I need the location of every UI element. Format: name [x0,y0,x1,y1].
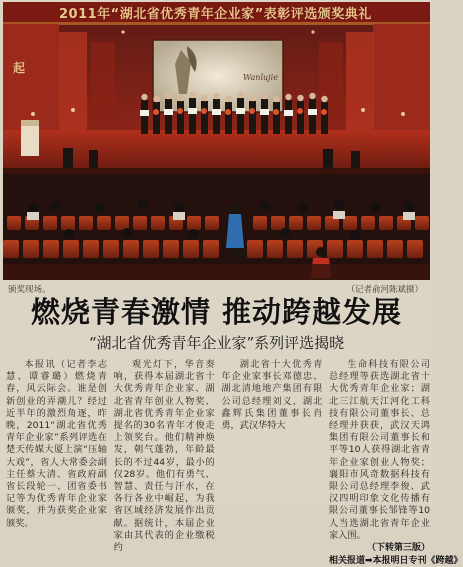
article-paragraph: 本报讯（记者李志慧、谭睿璐）燃烧青春，风云际会。谁是创新创业的弄潮儿？经过近半年的激烈角逐，昨晚，2011“湖北省优秀青年企业家”系列评选在楚天传媒大厦上演“压轴大戏”，省人大常委会副主任蔡大清、省政府副省长段轮一、团省委书记等为优秀青年企业家颁奖，并为获奖企业家颁奖。 [6,359,107,529]
photo-banner-text: 2011年“湖北省优秀青年企业家”表彰评选颁奖典礼 [59,7,372,22]
ceremony-photo [3,2,430,280]
article-body [6,359,463,567]
svg-text:Wanlujie: Wanlujie [243,73,278,82]
photo-caption: 颁奖现场。 [8,285,51,295]
article-column-1 [6,359,107,529]
article-column-4 [328,359,463,567]
continued-note: （下转第三版） [366,543,430,554]
article-headline: 燃烧青春激情 推动跨越发展 [30,295,403,329]
article-paragraph: 观光灯下，华音奏响，获得本届湖北省十大优秀青年企业家、湖北省青年创业人物奖、湖北省优秀青年企业家提名的30名青年才俊走上领奖台。他们精神焕发，朝气蓬勃，年龄最长的不过44岁，最小的仅28岁。他们有勇气、智慧、责任与汗水，在各行各业中崛起，为我省区域经济发展作出贡献。据统计，本届企业家由其代表的企业缴税约 [113,359,215,554]
article-column-2 [113,359,215,554]
related-report-link[interactable]: 相关报道➡本报明日专刊《跨越》 [328,556,463,567]
article-paragraph: 湖北省十大优秀青年企业家事长邓德忠、湖北清地地产集团有限公司总经理刘义，湖北鑫辉氏集团董事长肖勇，武汉华特大 [221,359,323,432]
svg-text:起: 起 [13,61,26,75]
ceremony-photo-graphic [3,2,430,280]
photo-credit: （记者俞河陈斌摄） [346,285,423,295]
article-paragraph: 生命科技有限公司总经理等获选湖北省十大优秀青年企业家；湖北三江航天江河化工科技有限公司董事长、总经理并获获，武汉天鸿集团有限公司董事长和平等10人获得湖北省青年企业家创业人物奖；襄阳市风奇数据科技有限公司总经理李俊、武汉四明印象文化传播有限公司董事长邹锋等10人当选湖北省青年企业家入围。 [328,359,430,541]
article-column-3 [221,359,322,501]
article-subhead: “湖北省优秀青年企业家”系列评选揭晓 [88,334,345,352]
